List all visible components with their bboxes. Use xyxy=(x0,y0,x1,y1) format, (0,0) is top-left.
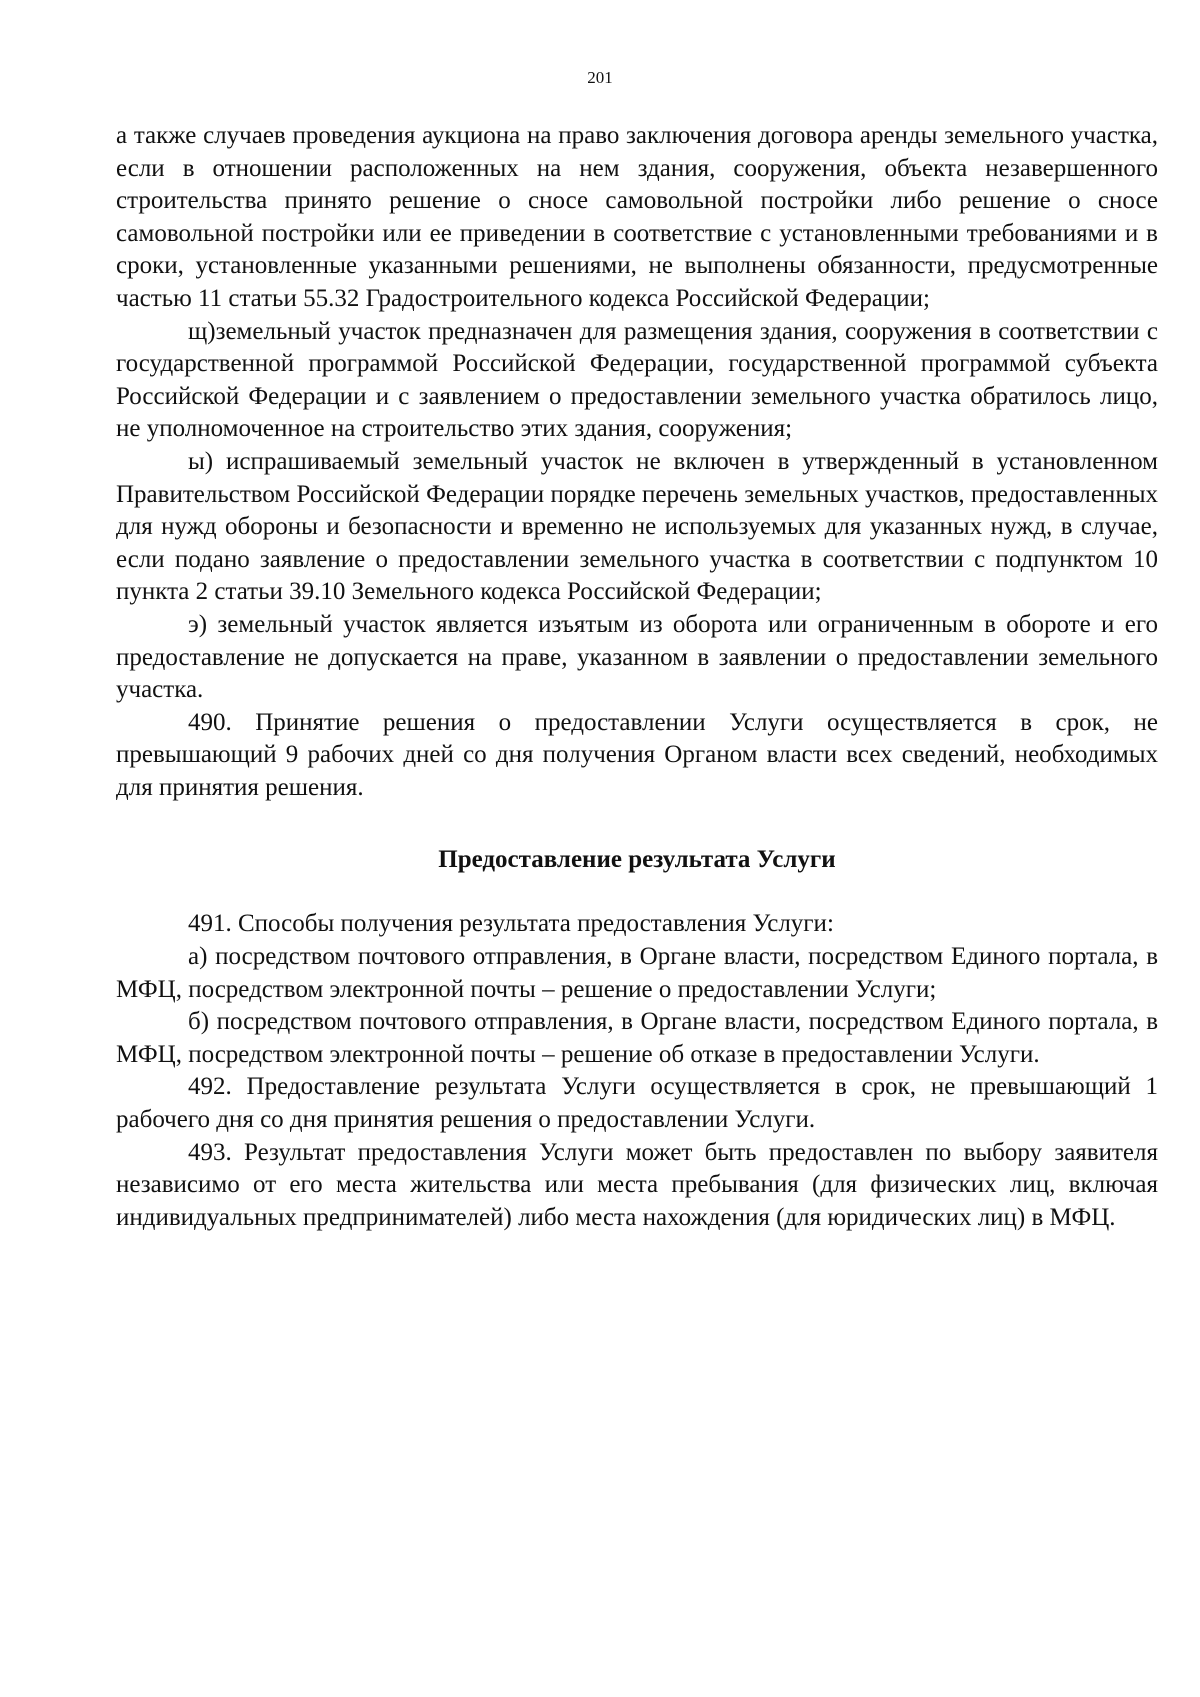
document-body xyxy=(116,120,1158,1234)
page-number: 201 xyxy=(587,68,613,87)
paragraph-493: 493. Результат предоставления Услуги может быть предоставлен по выбору заявителя независимо от его места жительства или места пребывания (для физических лиц, включая индивидуальных предпринимателей) либо места нахождения (для юридических лиц) в МФЦ. xyxy=(116,1138,1158,1231)
paragraph-continuation: а также случаев проведения аукциона на право заключения договора аренды земельного участка, если в отношении расположенных на нем здания, сооружения, объекта незавершенного строительства принято решение о сносе самовольной постройки либо решение о сносе самовольной постройки или ее приведении в соответствие с установленными требованиями и в сроки, установленные указанными решениями, не выполнены обязанности, предусмотренные частью 11 статьи 55.32 Градостроительного кодекса Российской Федерации; xyxy=(116,122,1158,312)
paragraph-491-b: б) посредством почтового отправления, в Органе власти, посредством Единого портала, в МФЦ, посредством электронной почты – решение об отказе в предоставлении Услуги. xyxy=(116,1008,1158,1068)
paragraph-item-y: ы) испрашиваемый земельный участок не включен в утвержденный в установленном Правительством Российской Федерации порядке перечень земельных участков, предоставленных для нужд обороны и безопасности и временно не используемых для указанных нужд, в случае, если подано заявление о предоставлении земельного участка в соответствии с подпунктом 10 пункта 2 статьи 39.10 Земельного кодекса Российской Федерации; xyxy=(116,447,1158,606)
section-heading: Предоставление результата Услуги xyxy=(438,846,836,874)
paragraph-491: 491. Способы получения результата предоставления Услуги: xyxy=(188,910,834,938)
paragraph-item-e: э) земельный участок является изъятым из оборота или ограниченным в обороте и его предоставление не допускается на праве, указанном в заявлении о предоставлении земельного участка. xyxy=(116,610,1158,704)
paragraph-491-a: а) посредством почтового отправления, в Органе власти, посредством Единого портала, в МФЦ, посредством электронной почты – решение о предоставлении Услуги; xyxy=(116,943,1158,1003)
paragraph-490: 490. Принятие решения о предоставлении Услуги осуществляется в срок, не превышающий 9 рабочих дней со дня получения Органом власти всех сведений, необходимых для принятия решения. xyxy=(116,708,1158,801)
paragraph-492: 492. Предоставление результата Услуги осуществляется в срок, не превышающий 1 рабочего дня со дня принятия решения о предоставлении Услуги. xyxy=(116,1073,1158,1134)
paragraph-item-shch: щ)земельный участок предназначен для размещения здания, сооружения в соответствии с государственной программой Российской Федерации, государственной программой субъекта Российской Федерации и с заявлением о предоставлении земельного участка обратилось лицо, не уполномоченное на строительство этих здания, сооружения; xyxy=(116,317,1158,443)
